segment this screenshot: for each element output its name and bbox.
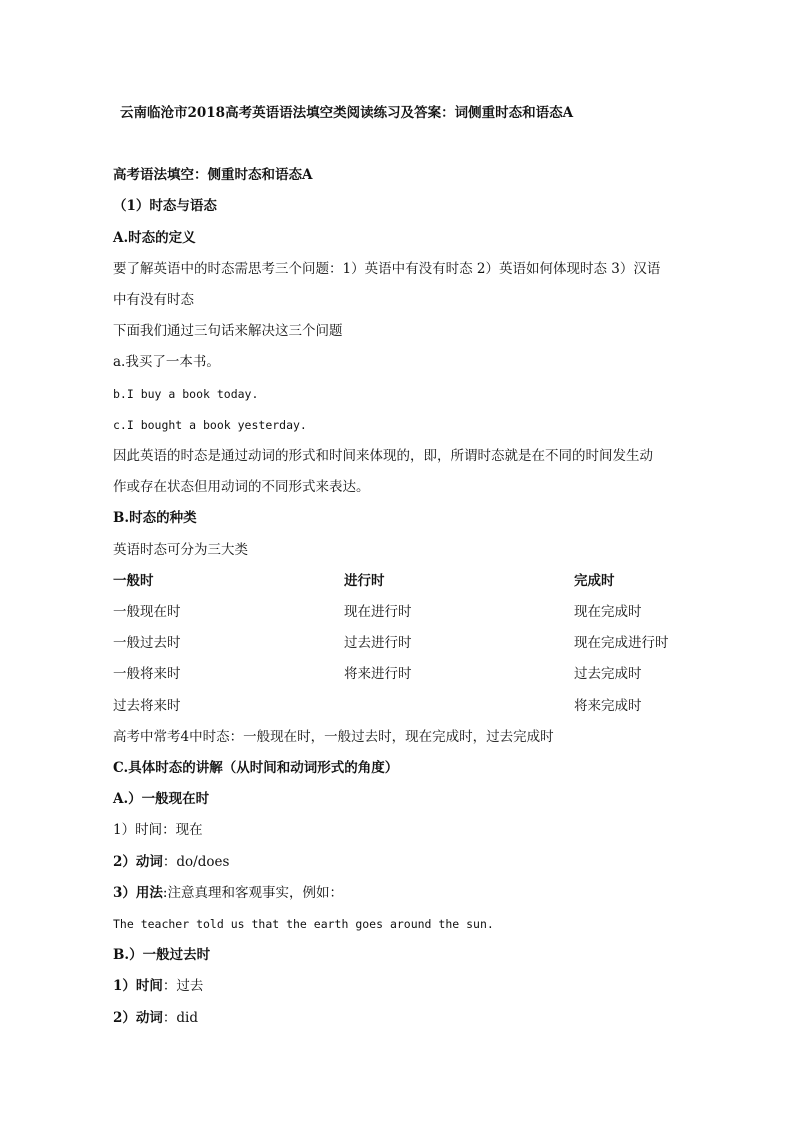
- definition-item: [113, 852, 229, 872]
- section-heading-b: B.时态的种类: [113, 510, 197, 526]
- table-header: 进行时: [344, 573, 385, 589]
- table-cell: 一般将来时: [113, 666, 181, 682]
- definition-label: 1）时间: [113, 822, 163, 838]
- definition-label: 2）动词: [113, 1010, 163, 1026]
- subsection-heading-a: A.）一般现在时: [113, 791, 210, 807]
- example-b: b.I buy a book today.: [113, 387, 259, 401]
- paragraph-line: 因此英语的时态是通过动词的形式和时间来体现的，即，所谓时态就是在不同的时间发生动: [113, 448, 653, 464]
- table-cell: 一般过去时: [113, 635, 181, 651]
- table-cell: 将来进行时: [344, 666, 412, 682]
- section-heading-a: A.时态的定义: [113, 230, 196, 246]
- paragraph-line: 中有没有时态: [113, 292, 194, 308]
- table-cell: 现在进行时: [344, 604, 412, 620]
- subtitle-heading: 高考语法填空：侧重时态和语态A: [113, 167, 313, 183]
- document-title: 云南临沧市2018高考英语语法填空类阅读练习及答案：词侧重时态和语态A: [120, 105, 574, 121]
- definition-value: :注意真理和客观事实，例如：: [162, 885, 343, 901]
- table-cell: 现在完成进行时: [574, 635, 669, 651]
- table-cell: 将来完成时: [574, 698, 642, 714]
- table-cell: 现在完成时: [574, 604, 642, 620]
- table-header: 一般时: [113, 573, 154, 589]
- definition-label: 3）用法: [113, 885, 163, 901]
- definition-value: ：现在: [162, 822, 203, 838]
- definition-item: [113, 976, 203, 996]
- definition-value: ：do/does: [162, 854, 230, 870]
- example-sentence: The teacher told us that the earth goes around the sun.: [113, 917, 494, 931]
- definition-value: ：过去: [162, 978, 204, 994]
- section-heading-1: （1）时态与语态: [113, 198, 217, 214]
- table-cell: 过去将来时: [113, 698, 181, 714]
- subsection-heading-b: B.）一般过去时: [113, 947, 211, 963]
- section-heading-c: C.具体时态的讲解（从时间和动词形式的角度）: [113, 760, 399, 776]
- paragraph-line: 高考中常考4中时态：一般现在时，一般过去时，现在完成时，过去完成时: [113, 729, 554, 745]
- example-c: c.I bought a book yesterday.: [113, 418, 307, 432]
- definition-value: ：did: [162, 1010, 199, 1026]
- table-cell: 过去完成时: [574, 666, 642, 682]
- paragraph-line: 英语时态可分为三大类: [113, 542, 248, 558]
- paragraph-line: 作或存在状态但用动词的不同形式来表达。: [113, 479, 370, 495]
- definition-label: 1）时间: [113, 978, 163, 994]
- paragraph-line: 下面我们通过三句话来解决这三个问题: [113, 323, 343, 339]
- definition-item: [113, 883, 343, 903]
- definition-label: 2）动词: [113, 854, 163, 870]
- definition-item: [113, 1008, 198, 1028]
- table-cell: 过去进行时: [344, 635, 412, 651]
- example-a: a.我买了一本书。: [113, 354, 220, 370]
- definition-item: [113, 820, 203, 840]
- table-header: 完成时: [574, 573, 615, 589]
- paragraph-line: 要了解英语中的时态需思考三个问题：1）英语中有没有时态 2）英语如何体现时态 3）汉语: [113, 261, 661, 277]
- table-cell: 一般现在时: [113, 604, 181, 620]
